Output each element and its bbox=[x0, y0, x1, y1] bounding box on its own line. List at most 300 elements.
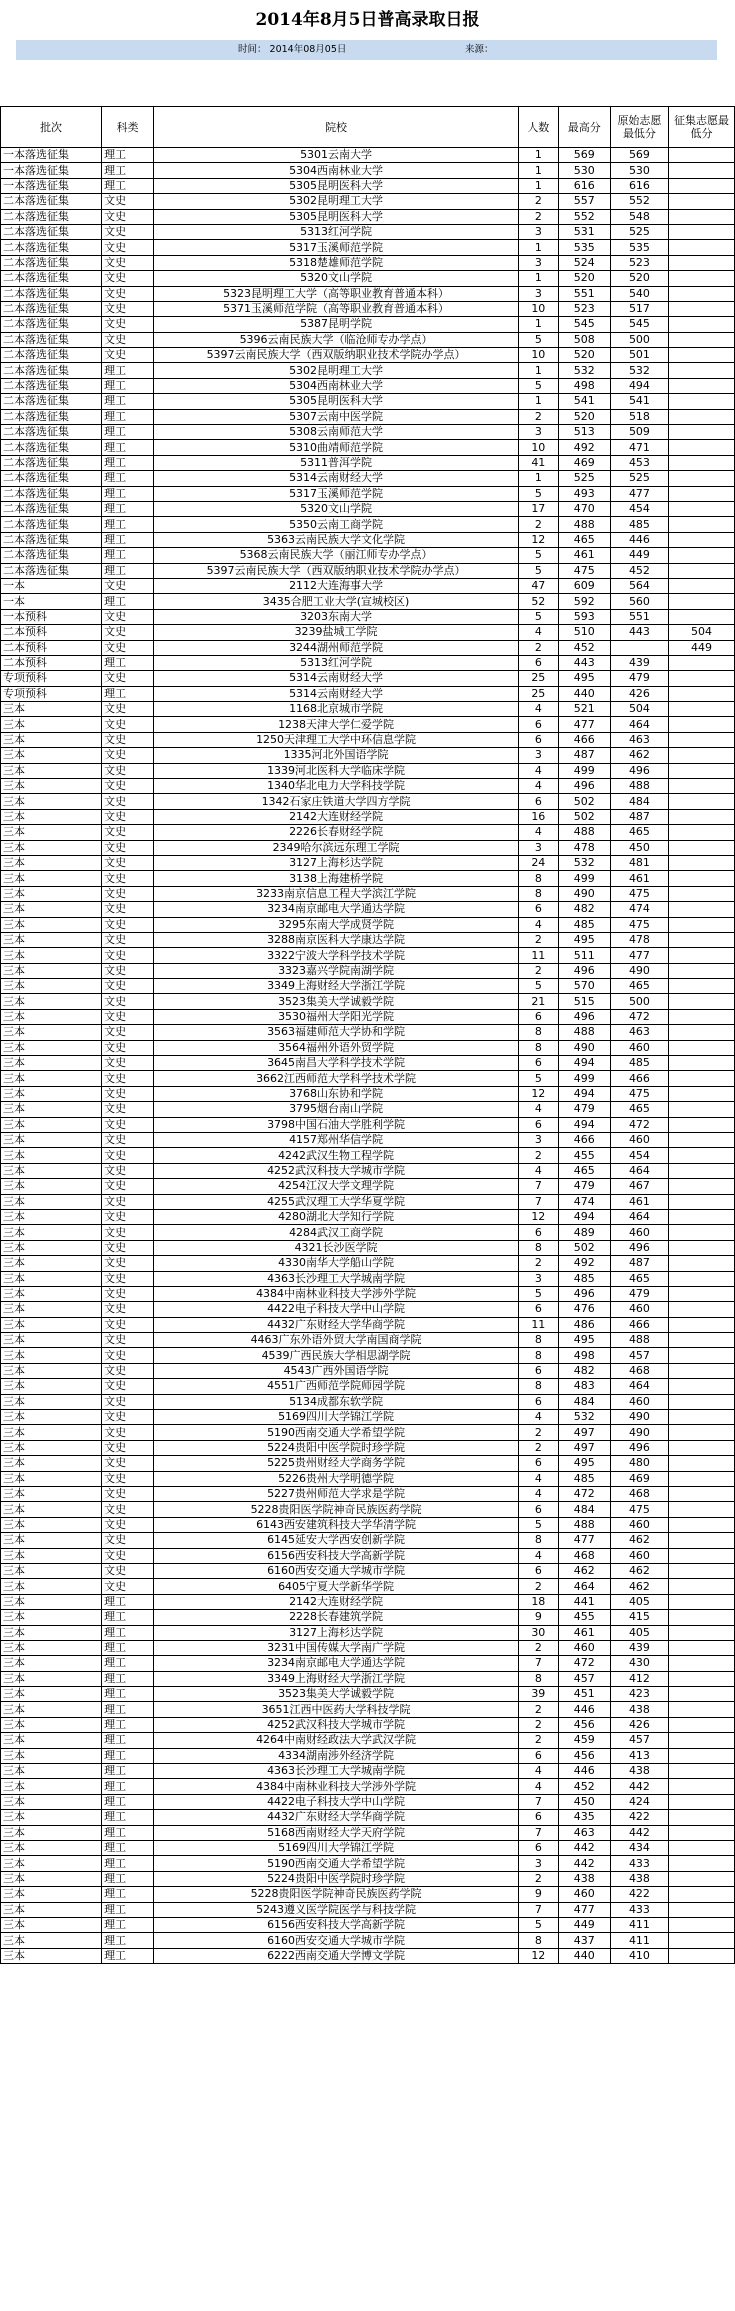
cell-max-score: 511 bbox=[558, 948, 610, 963]
cell-subject: 理工 bbox=[102, 409, 154, 424]
cell-count: 5 bbox=[518, 563, 558, 578]
cell-collect-min bbox=[669, 1056, 735, 1071]
cell-collect-min bbox=[669, 455, 735, 470]
cell-subject: 文史 bbox=[102, 1271, 154, 1286]
cell-subject: 文史 bbox=[102, 702, 154, 717]
cell-subject: 文史 bbox=[102, 1133, 154, 1148]
cell-count: 11 bbox=[518, 948, 558, 963]
cell-max-score: 493 bbox=[558, 486, 610, 501]
cell-batch: 一本 bbox=[1, 578, 102, 593]
cell-original-min: 426 bbox=[610, 1717, 668, 1732]
cell-original-min: 438 bbox=[610, 1871, 668, 1886]
cell-school: 5368云南民族大学（丽江师专办学点） bbox=[154, 548, 519, 563]
cell-max-score: 496 bbox=[558, 1286, 610, 1301]
cell-subject: 文史 bbox=[102, 886, 154, 901]
cell-batch: 三本 bbox=[1, 1456, 102, 1471]
cell-count: 2 bbox=[518, 1733, 558, 1748]
cell-max-score: 466 bbox=[558, 732, 610, 747]
cell-max-score: 495 bbox=[558, 1333, 610, 1348]
table-row bbox=[1, 1333, 735, 1348]
cell-school: 2349哈尔滨远东理工学院 bbox=[154, 840, 519, 855]
table-row bbox=[1, 732, 735, 747]
cell-count: 7 bbox=[518, 1656, 558, 1671]
cell-max-score: 492 bbox=[558, 440, 610, 455]
cell-original-min: 475 bbox=[610, 1502, 668, 1517]
cell-batch: 三本 bbox=[1, 1748, 102, 1763]
cell-original-min: 443 bbox=[610, 625, 668, 640]
cell-count: 2 bbox=[518, 1871, 558, 1886]
cell-school: 5305昆明医科大学 bbox=[154, 394, 519, 409]
cell-collect-min bbox=[669, 224, 735, 239]
cell-batch: 二本落选征集 bbox=[1, 394, 102, 409]
cell-batch: 二本落选征集 bbox=[1, 501, 102, 516]
cell-batch: 专项预科 bbox=[1, 671, 102, 686]
cell-batch: 三本 bbox=[1, 1671, 102, 1686]
cell-collect-min bbox=[669, 1440, 735, 1455]
cell-subject: 文史 bbox=[102, 1456, 154, 1471]
cell-school: 5228贵阳医学院神奇民族医药学院 bbox=[154, 1502, 519, 1517]
cell-subject: 文史 bbox=[102, 1533, 154, 1548]
cell-count: 8 bbox=[518, 1025, 558, 1040]
cell-subject: 文史 bbox=[102, 1471, 154, 1486]
cell-collect-min bbox=[669, 1333, 735, 1348]
cell-batch: 三本 bbox=[1, 1379, 102, 1394]
table-row bbox=[1, 1887, 735, 1902]
cell-subject: 理工 bbox=[102, 532, 154, 547]
cell-batch: 三本 bbox=[1, 1948, 102, 1963]
cell-school: 5314云南财经大学 bbox=[154, 686, 519, 701]
cell-max-score: 488 bbox=[558, 1025, 610, 1040]
table-row bbox=[1, 1071, 735, 1086]
cell-subject: 理工 bbox=[102, 1871, 154, 1886]
cell-collect-min bbox=[669, 1933, 735, 1948]
cell-max-score: 485 bbox=[558, 1271, 610, 1286]
cell-batch: 二本落选征集 bbox=[1, 240, 102, 255]
table-row bbox=[1, 1148, 735, 1163]
cell-original-min: 472 bbox=[610, 1009, 668, 1024]
table-row bbox=[1, 994, 735, 1009]
cell-batch: 二本落选征集 bbox=[1, 363, 102, 378]
cell-original-min: 438 bbox=[610, 1764, 668, 1779]
cell-school: 3203东南大学 bbox=[154, 609, 519, 624]
cell-subject: 理工 bbox=[102, 471, 154, 486]
cell-count: 4 bbox=[518, 1102, 558, 1117]
cell-batch: 三本 bbox=[1, 1071, 102, 1086]
cell-collect-min bbox=[669, 717, 735, 732]
cell-count: 5 bbox=[518, 332, 558, 347]
cell-original-min: 487 bbox=[610, 809, 668, 824]
table-row bbox=[1, 1933, 735, 1948]
table-row bbox=[1, 363, 735, 378]
cell-school: 4252武汉科技大学城市学院 bbox=[154, 1717, 519, 1732]
cell-max-score: 440 bbox=[558, 1948, 610, 1963]
cell-count: 4 bbox=[518, 1764, 558, 1779]
cell-original-min: 410 bbox=[610, 1948, 668, 1963]
cell-school: 5305昆明医科大学 bbox=[154, 178, 519, 193]
cell-collect-min bbox=[669, 671, 735, 686]
table-row bbox=[1, 301, 735, 316]
table-row bbox=[1, 486, 735, 501]
cell-count: 1 bbox=[518, 178, 558, 193]
cell-subject: 理工 bbox=[102, 1702, 154, 1717]
cell-subject: 理工 bbox=[102, 1656, 154, 1671]
table-row bbox=[1, 1840, 735, 1855]
table-row bbox=[1, 1917, 735, 1932]
cell-original-min: 488 bbox=[610, 1333, 668, 1348]
table-row bbox=[1, 1379, 735, 1394]
cell-batch: 二本预科 bbox=[1, 655, 102, 670]
cell-max-score: 488 bbox=[558, 1517, 610, 1532]
table-row bbox=[1, 1687, 735, 1702]
cell-count: 8 bbox=[518, 886, 558, 901]
cell-original-min: 449 bbox=[610, 548, 668, 563]
cell-original-min: 496 bbox=[610, 763, 668, 778]
table-row bbox=[1, 1871, 735, 1886]
cell-school: 4363长沙理工大学城南学院 bbox=[154, 1764, 519, 1779]
cell-count: 12 bbox=[518, 532, 558, 547]
cell-max-score: 508 bbox=[558, 332, 610, 347]
cell-school: 3138上海建桥学院 bbox=[154, 871, 519, 886]
cell-subject: 理工 bbox=[102, 1948, 154, 1963]
cell-school: 1168北京城市学院 bbox=[154, 702, 519, 717]
cell-collect-min bbox=[669, 1271, 735, 1286]
table-row bbox=[1, 1810, 735, 1825]
cell-subject: 理工 bbox=[102, 1902, 154, 1917]
cell-original-min: 461 bbox=[610, 1194, 668, 1209]
cell-original-min: 535 bbox=[610, 240, 668, 255]
cell-batch: 二本落选征集 bbox=[1, 301, 102, 316]
table-row bbox=[1, 1733, 735, 1748]
cell-collect-min bbox=[669, 1671, 735, 1686]
cell-max-score: 502 bbox=[558, 809, 610, 824]
cell-original-min: 494 bbox=[610, 378, 668, 393]
cell-original-min: 469 bbox=[610, 1471, 668, 1486]
cell-count: 8 bbox=[518, 1933, 558, 1948]
cell-max-score: 462 bbox=[558, 1563, 610, 1578]
cell-batch: 三本 bbox=[1, 1764, 102, 1779]
cell-school: 3127上海杉达学院 bbox=[154, 1625, 519, 1640]
table-row bbox=[1, 1440, 735, 1455]
cell-max-score: 497 bbox=[558, 1440, 610, 1455]
cell-batch: 三本 bbox=[1, 948, 102, 963]
cell-school: 3563福建师范大学协和学院 bbox=[154, 1025, 519, 1040]
cell-collect-min bbox=[669, 1948, 735, 1963]
cell-max-score: 443 bbox=[558, 655, 610, 670]
cell-original-min: 490 bbox=[610, 963, 668, 978]
cell-batch: 三本 bbox=[1, 1040, 102, 1055]
cell-school: 1250天津理工大学中环信息学院 bbox=[154, 732, 519, 747]
cell-school: 5228贵阳医学院神奇民族医药学院 bbox=[154, 1887, 519, 1902]
cell-subject: 理工 bbox=[102, 425, 154, 440]
cell-subject: 文史 bbox=[102, 1579, 154, 1594]
cell-subject: 文史 bbox=[102, 255, 154, 270]
cell-count: 4 bbox=[518, 825, 558, 840]
cell-max-score: 487 bbox=[558, 748, 610, 763]
cell-subject: 理工 bbox=[102, 563, 154, 578]
cell-school: 3295东南大学成贤学院 bbox=[154, 917, 519, 932]
cell-school: 3349上海财经大学浙江学院 bbox=[154, 1671, 519, 1686]
table-row bbox=[1, 1317, 735, 1332]
cell-original-min: 433 bbox=[610, 1856, 668, 1871]
cell-collect-min bbox=[669, 1579, 735, 1594]
cell-collect-min bbox=[669, 317, 735, 332]
cell-collect-min bbox=[669, 1533, 735, 1548]
cell-batch: 二本落选征集 bbox=[1, 440, 102, 455]
table-row bbox=[1, 963, 735, 978]
cell-original-min: 424 bbox=[610, 1794, 668, 1809]
cell-max-score: 479 bbox=[558, 1179, 610, 1194]
cell-max-score: 477 bbox=[558, 717, 610, 732]
table-row bbox=[1, 717, 735, 732]
cell-batch: 三本 bbox=[1, 1779, 102, 1794]
table-row bbox=[1, 1117, 735, 1132]
cell-count: 12 bbox=[518, 1209, 558, 1224]
cell-batch: 一本落选征集 bbox=[1, 163, 102, 178]
cell-collect-min bbox=[669, 748, 735, 763]
cell-school: 5224贵阳中医学院时珍学院 bbox=[154, 1871, 519, 1886]
cell-count: 2 bbox=[518, 1717, 558, 1732]
cell-max-score: 545 bbox=[558, 317, 610, 332]
cell-batch: 三本 bbox=[1, 1933, 102, 1948]
cell-count: 47 bbox=[518, 578, 558, 593]
cell-max-score: 474 bbox=[558, 1194, 610, 1209]
table-row bbox=[1, 979, 735, 994]
cell-collect-min bbox=[669, 763, 735, 778]
cell-school: 3798中国石油大学胜利学院 bbox=[154, 1117, 519, 1132]
cell-school: 5227贵州师范大学求是学院 bbox=[154, 1486, 519, 1501]
cell-subject: 文史 bbox=[102, 1548, 154, 1563]
cell-school: 3523集美大学诚毅学院 bbox=[154, 1687, 519, 1702]
cell-original-min: 439 bbox=[610, 655, 668, 670]
cell-max-score: 494 bbox=[558, 1209, 610, 1224]
cell-batch: 三本 bbox=[1, 979, 102, 994]
cell-school: 6143西安建筑科技大学华清学院 bbox=[154, 1517, 519, 1532]
header-subject: 科类 bbox=[102, 107, 154, 148]
table-row bbox=[1, 501, 735, 516]
report-date: 时间： 2014年08月05日 bbox=[238, 44, 347, 55]
cell-original-min: 462 bbox=[610, 1563, 668, 1578]
cell-batch: 三本 bbox=[1, 1579, 102, 1594]
cell-school: 5350云南工商学院 bbox=[154, 517, 519, 532]
table-row bbox=[1, 1133, 735, 1148]
cell-subject: 文史 bbox=[102, 1086, 154, 1101]
cell-collect-min bbox=[669, 1794, 735, 1809]
cell-original-min: 464 bbox=[610, 1163, 668, 1178]
cell-count: 6 bbox=[518, 1502, 558, 1517]
cell-max-score: 451 bbox=[558, 1687, 610, 1702]
cell-collect-min bbox=[669, 1610, 735, 1625]
cell-subject: 文史 bbox=[102, 1225, 154, 1240]
cell-batch: 三本 bbox=[1, 1610, 102, 1625]
cell-batch: 三本 bbox=[1, 1502, 102, 1517]
cell-collect-min bbox=[669, 979, 735, 994]
cell-subject: 理工 bbox=[102, 548, 154, 563]
cell-collect-min bbox=[669, 1425, 735, 1440]
table-row bbox=[1, 471, 735, 486]
cell-school: 4432广东财经大学华商学院 bbox=[154, 1810, 519, 1825]
cell-collect-min bbox=[669, 471, 735, 486]
cell-original-min: 490 bbox=[610, 1425, 668, 1440]
cell-batch: 三本 bbox=[1, 963, 102, 978]
cell-school: 5169四川大学锦江学院 bbox=[154, 1410, 519, 1425]
cell-collect-min bbox=[669, 348, 735, 363]
cell-batch: 三本 bbox=[1, 1410, 102, 1425]
cell-collect-min bbox=[669, 271, 735, 286]
table-row bbox=[1, 1702, 735, 1717]
cell-school: 5317玉溪师范学院 bbox=[154, 240, 519, 255]
cell-collect-min bbox=[669, 1286, 735, 1301]
table-row bbox=[1, 1856, 735, 1871]
cell-school: 5302昆明理工大学 bbox=[154, 194, 519, 209]
cell-school: 3234南京邮电大学通达学院 bbox=[154, 902, 519, 917]
cell-original-min: 481 bbox=[610, 855, 668, 870]
cell-original-min: 433 bbox=[610, 1902, 668, 1917]
cell-collect-min bbox=[669, 1471, 735, 1486]
cell-original-min: 462 bbox=[610, 1533, 668, 1548]
table-row bbox=[1, 1779, 735, 1794]
cell-school: 6145延安大学西安创新学院 bbox=[154, 1533, 519, 1548]
cell-count: 7 bbox=[518, 1179, 558, 1194]
cell-batch: 二本落选征集 bbox=[1, 548, 102, 563]
cell-count: 2 bbox=[518, 640, 558, 655]
cell-original-min: 471 bbox=[610, 440, 668, 455]
cell-original-min: 460 bbox=[610, 1302, 668, 1317]
table-row bbox=[1, 240, 735, 255]
cell-collect-min bbox=[669, 1764, 735, 1779]
cell-batch: 三本 bbox=[1, 1363, 102, 1378]
cell-original-min: 518 bbox=[610, 409, 668, 424]
cell-batch: 三本 bbox=[1, 1563, 102, 1578]
cell-max-score: 523 bbox=[558, 301, 610, 316]
cell-school: 4334湖南涉外经济学院 bbox=[154, 1748, 519, 1763]
table-row bbox=[1, 902, 735, 917]
table-row bbox=[1, 948, 735, 963]
cell-batch: 三本 bbox=[1, 1871, 102, 1886]
cell-max-score: 478 bbox=[558, 840, 610, 855]
table-row bbox=[1, 348, 735, 363]
cell-subject: 文史 bbox=[102, 855, 154, 870]
cell-count: 4 bbox=[518, 1548, 558, 1563]
table-row bbox=[1, 1548, 735, 1563]
cell-original-min: 530 bbox=[610, 163, 668, 178]
cell-max-score: 438 bbox=[558, 1871, 610, 1886]
cell-max-score: 521 bbox=[558, 702, 610, 717]
table-row bbox=[1, 1394, 735, 1409]
table-row bbox=[1, 748, 735, 763]
cell-school: 4422电子科技大学中山学院 bbox=[154, 1794, 519, 1809]
cell-subject: 理工 bbox=[102, 1810, 154, 1825]
table-row bbox=[1, 209, 735, 224]
header-batch: 批次 bbox=[1, 107, 102, 148]
cell-max-score: 499 bbox=[558, 763, 610, 778]
table-row bbox=[1, 1086, 735, 1101]
cell-max-score: 479 bbox=[558, 1102, 610, 1117]
cell-original-min: 517 bbox=[610, 301, 668, 316]
cell-batch: 三本 bbox=[1, 702, 102, 717]
cell-subject: 理工 bbox=[102, 501, 154, 516]
table-row bbox=[1, 1410, 735, 1425]
cell-subject: 理工 bbox=[102, 163, 154, 178]
cell-school: 5397云南民族大学（西双版纳职业技术学院办学点） bbox=[154, 348, 519, 363]
cell-collect-min bbox=[669, 363, 735, 378]
table-row bbox=[1, 1056, 735, 1071]
cell-count: 8 bbox=[518, 1671, 558, 1686]
table-row bbox=[1, 178, 735, 193]
cell-subject: 文史 bbox=[102, 240, 154, 255]
cell-original-min: 479 bbox=[610, 671, 668, 686]
table-row bbox=[1, 1502, 735, 1517]
cell-school: 5387昆明学院 bbox=[154, 317, 519, 332]
cell-school: 1335河北外国语学院 bbox=[154, 748, 519, 763]
cell-subject: 理工 bbox=[102, 517, 154, 532]
cell-collect-min bbox=[669, 1133, 735, 1148]
cell-count: 10 bbox=[518, 348, 558, 363]
cell-collect-min bbox=[669, 1071, 735, 1086]
cell-subject: 文史 bbox=[102, 1009, 154, 1024]
cell-original-min: 484 bbox=[610, 794, 668, 809]
cell-school: 5304西南林业大学 bbox=[154, 163, 519, 178]
cell-subject: 文史 bbox=[102, 1302, 154, 1317]
table-row bbox=[1, 578, 735, 593]
cell-school: 3323嘉兴学院南湖学院 bbox=[154, 963, 519, 978]
cell-max-score: 495 bbox=[558, 932, 610, 947]
cell-batch: 三本 bbox=[1, 1317, 102, 1332]
cell-count: 1 bbox=[518, 363, 558, 378]
cell-subject: 文史 bbox=[102, 1348, 154, 1363]
cell-count: 4 bbox=[518, 702, 558, 717]
cell-school: 3523集美大学诚毅学院 bbox=[154, 994, 519, 1009]
cell-school: 1339河北医科大学临床学院 bbox=[154, 763, 519, 778]
cell-collect-min bbox=[669, 1917, 735, 1932]
cell-subject: 文史 bbox=[102, 979, 154, 994]
cell-count: 6 bbox=[518, 655, 558, 670]
cell-school: 5314云南财经大学 bbox=[154, 671, 519, 686]
cell-count: 1 bbox=[518, 163, 558, 178]
cell-school: 4463广东外语外贸大学南国商学院 bbox=[154, 1333, 519, 1348]
table-row bbox=[1, 1456, 735, 1471]
cell-original-min: 411 bbox=[610, 1917, 668, 1932]
cell-school: 3234南京邮电大学通达学院 bbox=[154, 1656, 519, 1671]
cell-collect-min bbox=[669, 1025, 735, 1040]
cell-original-min: 496 bbox=[610, 1440, 668, 1455]
cell-school: 5320文山学院 bbox=[154, 271, 519, 286]
cell-batch: 三本 bbox=[1, 1440, 102, 1455]
cell-original-min: 485 bbox=[610, 1056, 668, 1071]
cell-batch: 三本 bbox=[1, 717, 102, 732]
cell-original-min: 551 bbox=[610, 609, 668, 624]
cell-collect-min bbox=[669, 532, 735, 547]
cell-school: 1238天津大学仁爱学院 bbox=[154, 717, 519, 732]
table-row bbox=[1, 224, 735, 239]
cell-school: 4330南华大学船山学院 bbox=[154, 1256, 519, 1271]
cell-batch: 三本 bbox=[1, 1794, 102, 1809]
cell-count: 5 bbox=[518, 486, 558, 501]
table-row bbox=[1, 825, 735, 840]
table-row bbox=[1, 1625, 735, 1640]
cell-subject: 文史 bbox=[102, 1517, 154, 1532]
header-collect-min: 征集志愿最低分 bbox=[669, 107, 735, 148]
cell-batch: 三本 bbox=[1, 1902, 102, 1917]
cell-subject: 文史 bbox=[102, 794, 154, 809]
cell-original-min: 520 bbox=[610, 271, 668, 286]
cell-subject: 文史 bbox=[102, 1394, 154, 1409]
cell-subject: 文史 bbox=[102, 763, 154, 778]
cell-subject: 理工 bbox=[102, 1917, 154, 1932]
cell-school: 6156西安科技大学高新学院 bbox=[154, 1548, 519, 1563]
cell-batch: 三本 bbox=[1, 840, 102, 855]
cell-original-min: 532 bbox=[610, 363, 668, 378]
table-row bbox=[1, 1009, 735, 1024]
